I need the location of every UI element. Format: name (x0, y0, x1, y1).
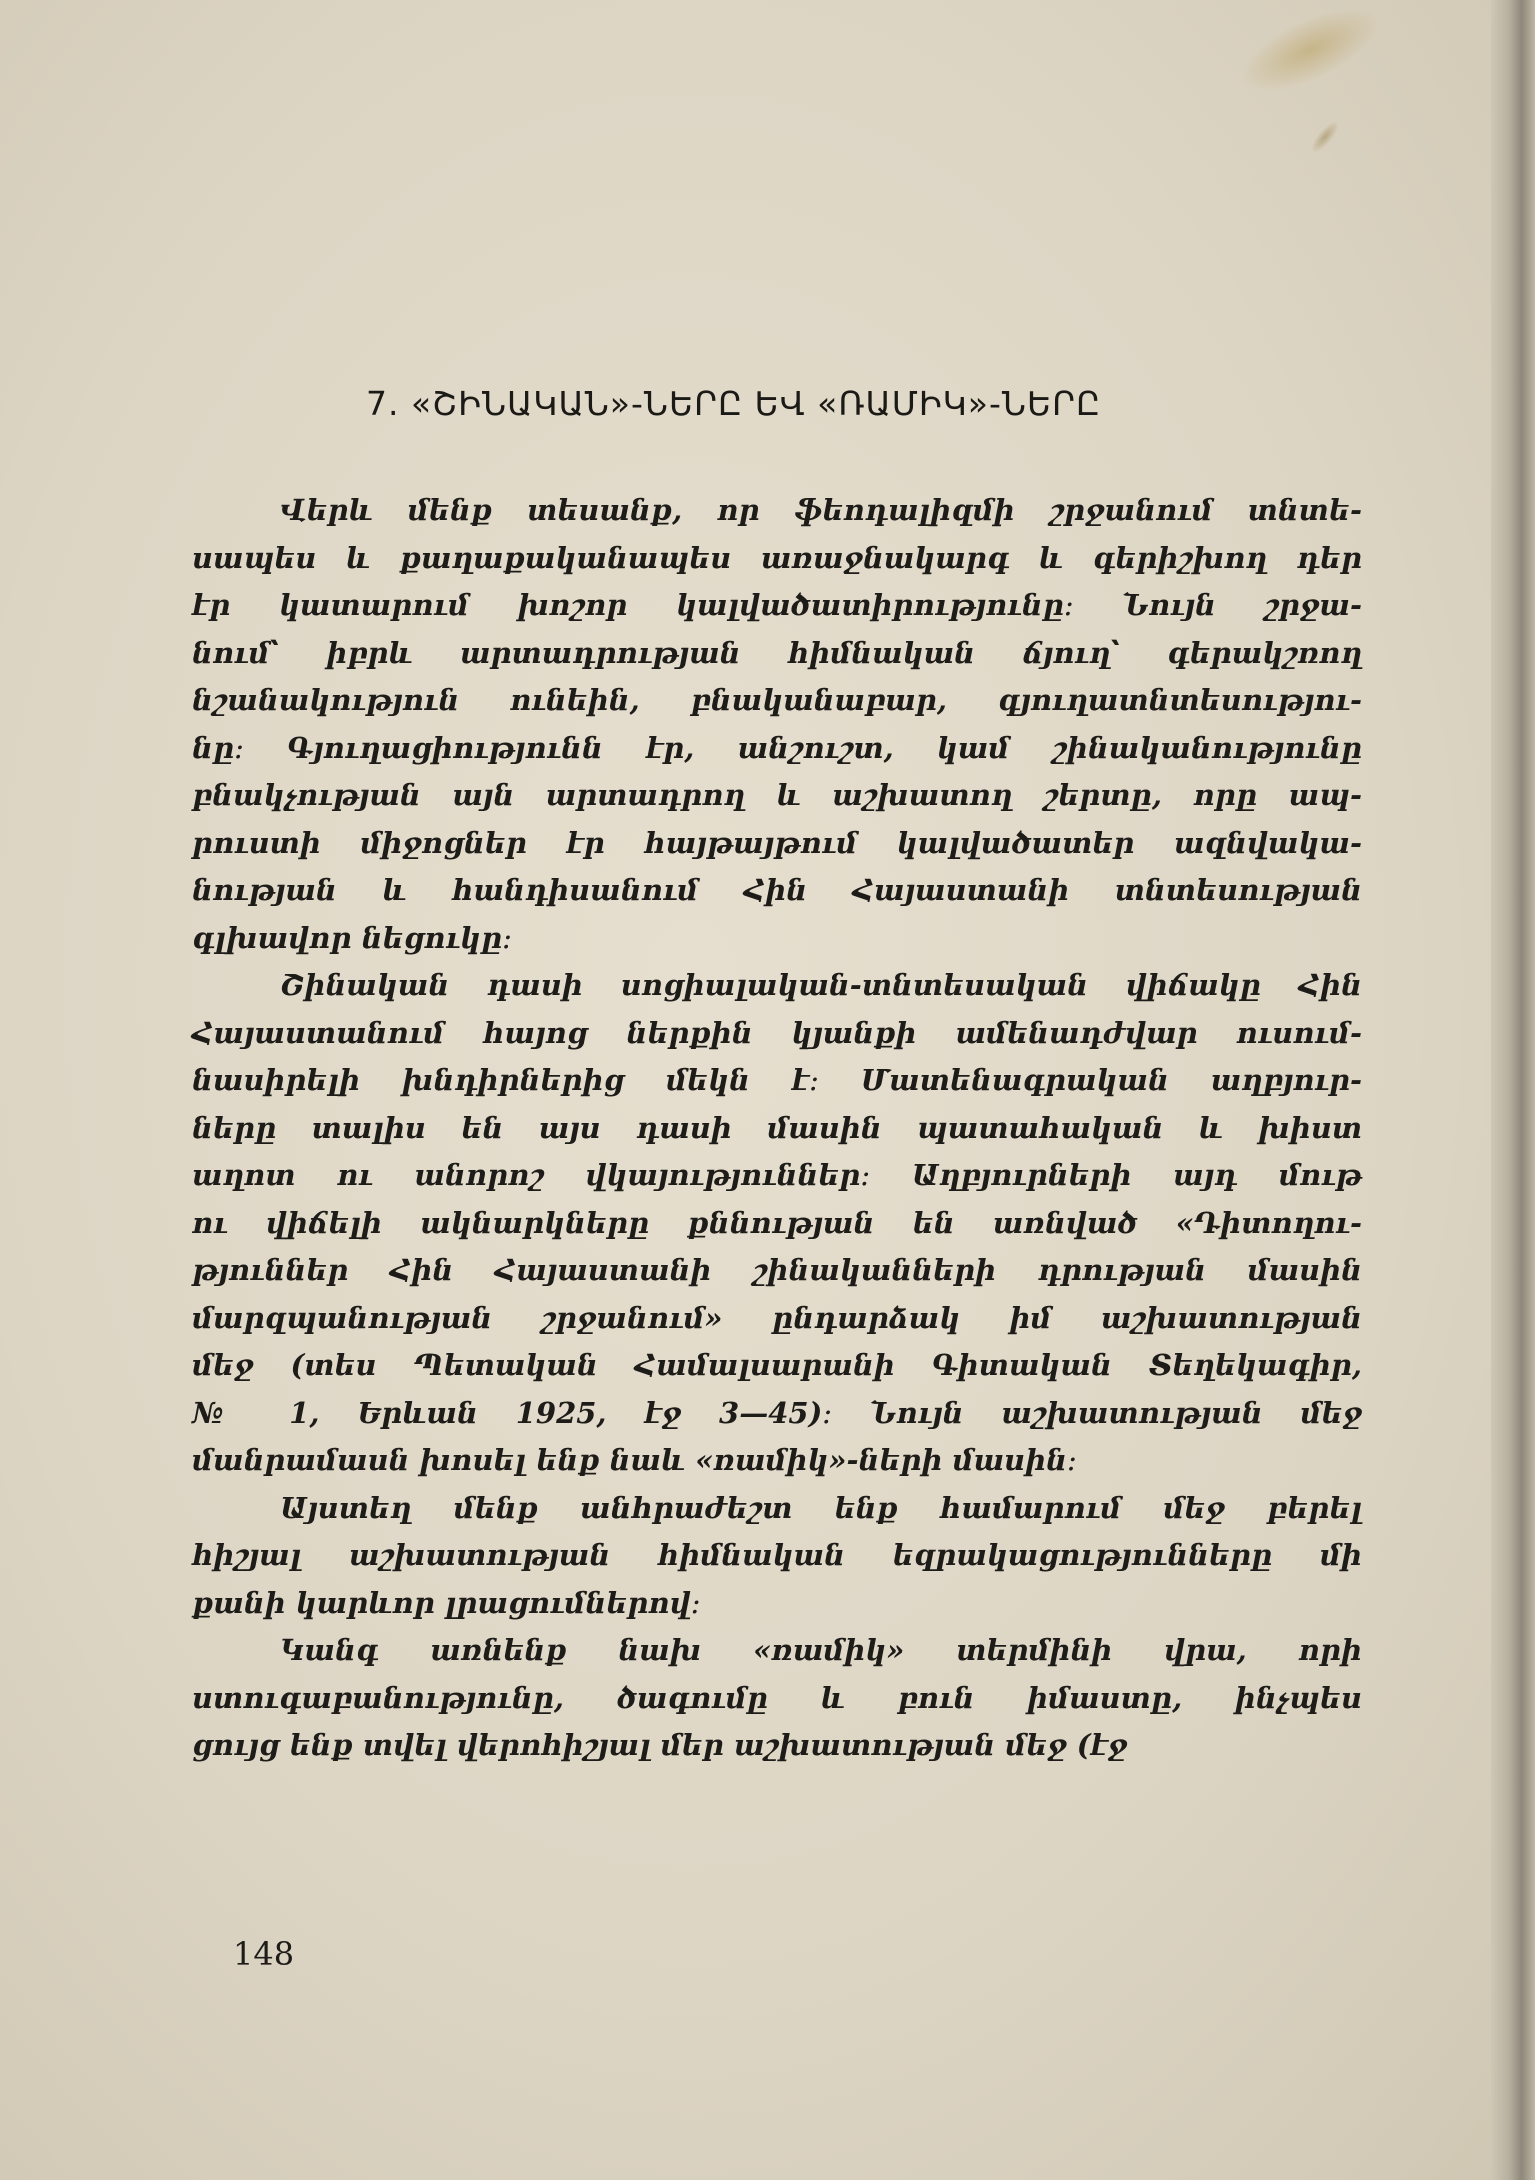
section-heading: 7. «ՇԻՆԱԿԱՆ»-ՆԵՐԸ ԵՎ «ՌԱՄԻԿ»-ՆԵՐԸ (366, 384, 1102, 423)
text-line: մարզպանության շրջանում» ընդարձակ իմ աշխատության (192, 1300, 1362, 1335)
text-line: ցույց ենք տվել վերոհիշյալ մեր աշխատության մեջ (էջ (192, 1728, 1128, 1762)
text-line: մանրամասն խոսել ենք նաև «ռամիկ»-ների մասին։ (192, 1443, 1077, 1477)
book-gutter (1491, 0, 1535, 2180)
text-line: նասիրելի խնդիրներից մեկն է։ Մատենագրական աղբյուր- (192, 1063, 1362, 1097)
page-number: 148 (233, 1935, 295, 1973)
text-line: Շինական դասի սոցիալական-տնտեսական վիճակը Հին (280, 968, 1362, 1002)
text-line: № 1, Երևան 1925, էջ 3—45)։ Նույն աշխատության մեջ (192, 1395, 1362, 1430)
body-text (192, 487, 1362, 1770)
text-line: Վերև մենք տեսանք, որ ֆեոդալիզմի շրջանում տնտե- (280, 493, 1362, 527)
text-line: մեջ (տես Պետական Համալսարանի Գիտական Տեղեկագիր, (192, 1348, 1362, 1382)
text-line: նը։ Գյուղացիությունն էր, անշուշտ, կամ շինականությունը (192, 730, 1362, 765)
text-line: նության և հանդիսանում Հին Հայաստանի տնտեսության (192, 873, 1362, 907)
text-line: աղոտ ու անորոշ վկայություններ։ Աղբյուրների այդ մութ (192, 1158, 1362, 1192)
text-line: գլխավոր նեցուկը։ (192, 920, 513, 955)
paper-stain (1229, 0, 1390, 109)
text-line: ները տալիս են այս դասի մասին պատահական և խիստ (192, 1110, 1362, 1145)
text-line: ու վիճելի ակնարկները քննության են առնված «Դիտողու- (192, 1205, 1362, 1240)
text-line: Այստեղ մենք անհրաժեշտ ենք համարում մեջ բերել (280, 1490, 1362, 1525)
text-line: Հայաստանում հայոց ներքին կյանքի ամենադժվար ուսում- (192, 1015, 1362, 1050)
text-line: ստուգաբանությունը, ծագումը և բուն իմաստը, ինչպես (192, 1680, 1362, 1715)
text-line: Կանգ առնենք նախ «ռամիկ» տերմինի վրա, որի (280, 1633, 1362, 1667)
text-line: քանի կարևոր լրացումներով։ (192, 1585, 701, 1620)
text-line: սապես և քաղաքականապես առաջնակարգ և գերիշխող դեր (192, 540, 1362, 575)
text-line: թյուններ Հին Հայաստանի շինականների դրության մասին (192, 1253, 1362, 1287)
text-line: բնակչության այն արտադրող և աշխատող շերտը, որը ապ- (192, 778, 1362, 812)
text-line: հիշյալ աշխատության հիմնական եզրակացությունները մի (192, 1538, 1362, 1572)
text-line: նշանակություն ունեին, բնականաբար, գյուղատնտեսությու- (192, 683, 1362, 717)
paper-stain-small (1307, 117, 1343, 157)
text-line: րուստի միջոցներ էր հայթայթում կալվածատեր ազնվակա- (192, 825, 1362, 860)
text-line: նում՝ իբրև արտադրության հիմնական ճյուղ՝ գերակշռող (192, 635, 1362, 670)
text-line: էր կատարում խոշոր կալվածատիրությունը։ Նույն շրջա- (192, 588, 1362, 622)
